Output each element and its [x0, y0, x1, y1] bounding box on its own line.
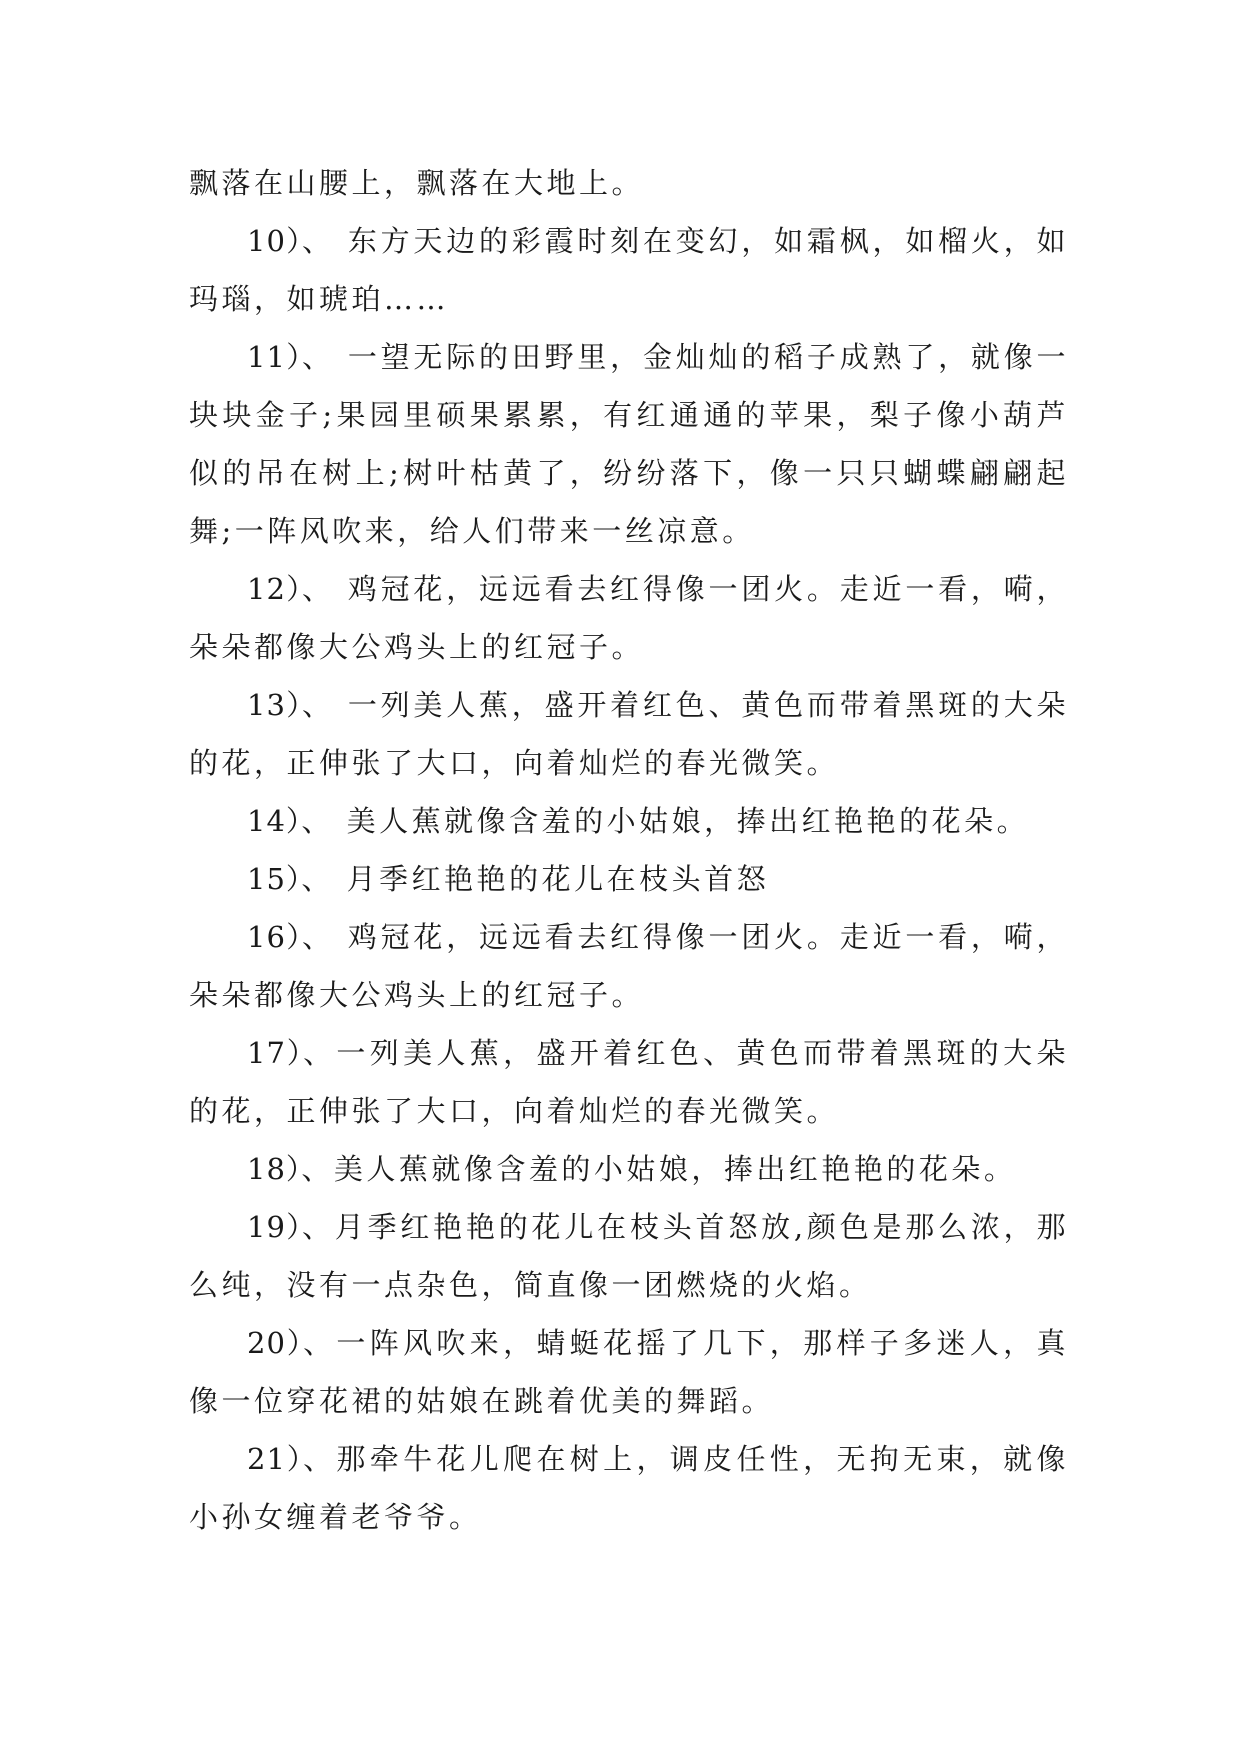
item-number: 15） [247, 862, 302, 896]
item-separator: 、 [303, 1326, 337, 1360]
item-number: 10） [247, 224, 302, 258]
paragraph-20 [189, 1314, 1069, 1430]
item-separator: 、 [302, 688, 348, 722]
item-number: 19） [247, 1210, 302, 1244]
item-number: 14） [247, 804, 302, 838]
item-number: 12） [247, 572, 302, 606]
paragraph-text: 东方天边的彩霞时刻在变幻，如霜枫，如榴火，如玛瑙，如琥珀…… [189, 224, 1069, 316]
item-separator: 、 [303, 1442, 337, 1476]
paragraph-text: 那牵牛花儿爬在树上，调皮任性，无拘无束，就像小孙女缠着老爷爷。 [189, 1442, 1069, 1534]
item-separator: 、 [301, 804, 347, 838]
paragraph-text: 一列美人蕉，盛开着红色、黄色而带着黑斑的大朵的花，正伸张了大口，向着灿烂的春光微笑。 [189, 1036, 1069, 1128]
item-separator: 、 [302, 340, 348, 374]
item-number: 18） [247, 1152, 302, 1186]
paragraph-11 [189, 328, 1069, 560]
paragraph-text: 鸡冠花，远远看去红得像一团火。走近一看，嗬，朵朵都像大公鸡头上的红冠子。 [189, 572, 1069, 664]
paragraph-text: 鸡冠花，远远看去红得像一团火。走近一看，嗬，朵朵都像大公鸡头上的红冠子。 [189, 920, 1069, 1012]
item-separator: 、 [302, 572, 348, 606]
paragraph-text: 美人蕉就像含羞的小姑娘，捧出红艳艳的花朵。 [333, 1152, 1017, 1186]
item-separator: 、 [301, 862, 347, 896]
paragraph-text: 月季红艳艳的花儿在枝头首怒放,颜色是那么浓，那么纯，没有一点杂色，简直像一团燃烧的火焰。 [189, 1210, 1069, 1302]
paragraph-text: 一阵风吹来，蜻蜓花摇了几下，那样子多迷人，真像一位穿花裙的姑娘在跳着优美的舞蹈。 [189, 1326, 1069, 1418]
paragraph-15 [189, 850, 1069, 908]
paragraph-0 [189, 154, 1069, 212]
item-number: 20） [247, 1326, 304, 1360]
paragraph-14 [189, 792, 1069, 850]
paragraph-18 [189, 1140, 1069, 1198]
paragraph-19 [189, 1198, 1069, 1314]
paragraph-text: 月季红艳艳的花儿在枝头首怒 [346, 862, 770, 896]
item-number: 16） [247, 920, 302, 954]
item-separator: 、 [303, 1036, 337, 1070]
item-number: 21） [247, 1442, 304, 1476]
item-separator: 、 [302, 1210, 335, 1244]
item-number: 13） [247, 688, 302, 722]
paragraph-10 [189, 212, 1069, 328]
item-separator: 、 [302, 224, 348, 258]
paragraph-text: 一列美人蕉，盛开着红色、黄色而带着黑斑的大朵的花，正伸张了大口，向着灿烂的春光微笑。 [189, 688, 1069, 780]
paragraph-text: 飘落在山腰上，飘落在大地上。 [189, 166, 645, 200]
paragraph-13 [189, 676, 1069, 792]
item-separator: 、 [302, 920, 348, 954]
paragraph-text: 一望无际的田野里，金灿灿的稻子成熟了，就像一块块金子;果园里硕果累累，有红通通的苹果，梨子像小葫芦似的吊在树上;树叶枯黄了，纷纷落下，像一只只蝴蝶翩翩起舞;一阵风吹来，给人们带来一丝凉意。 [189, 340, 1069, 548]
item-separator: 、 [301, 1152, 334, 1186]
document-body [189, 154, 1069, 1546]
item-number: 11） [247, 340, 302, 374]
item-number: 17） [247, 1036, 304, 1070]
paragraph-16 [189, 908, 1069, 1024]
paragraph-17 [189, 1024, 1069, 1140]
paragraph-12 [189, 560, 1069, 676]
paragraph-text: 美人蕉就像含羞的小姑娘，捧出红艳艳的花朵。 [346, 804, 1030, 838]
paragraph-21 [189, 1430, 1069, 1546]
